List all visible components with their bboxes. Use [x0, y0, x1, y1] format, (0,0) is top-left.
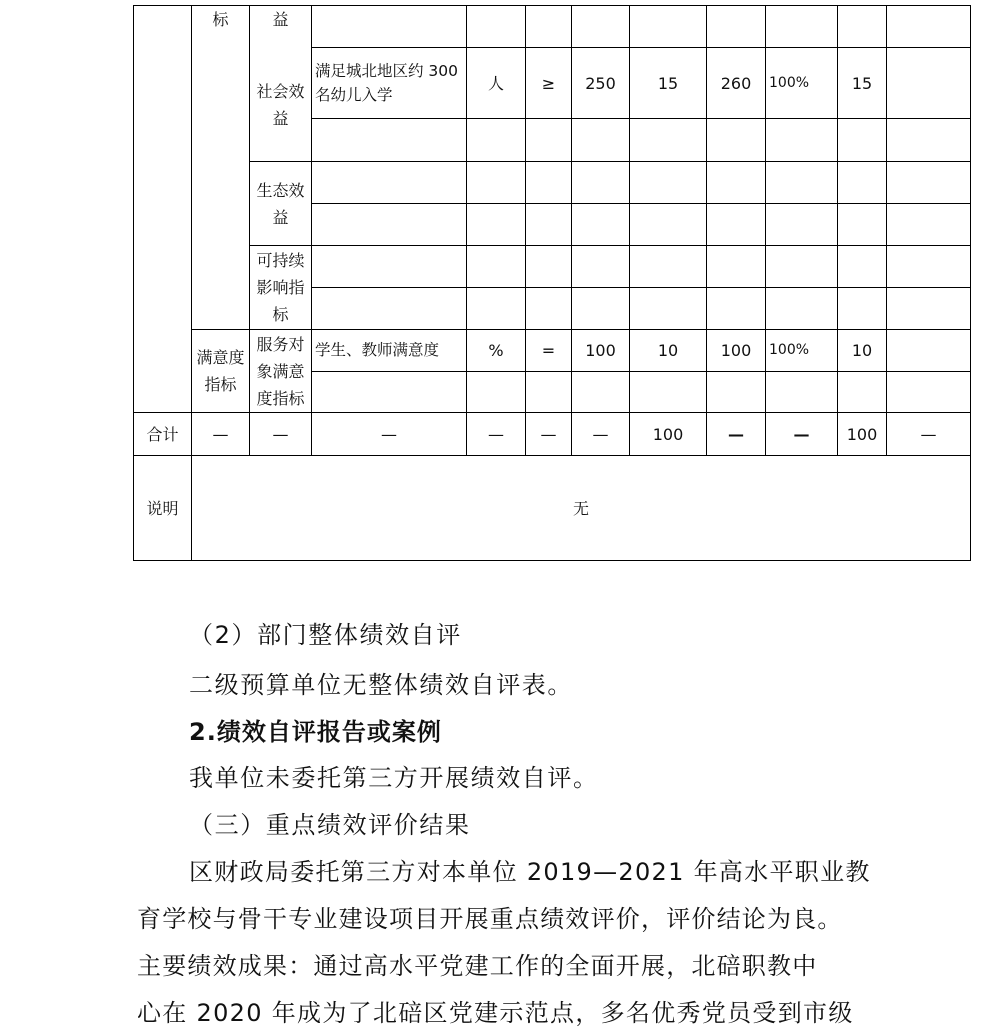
note-text: 无	[572, 498, 589, 518]
table-line	[133, 560, 971, 561]
indicator-continuation: 标	[212, 9, 229, 29]
total-dash: —	[920, 424, 937, 444]
score-value: 15	[851, 73, 873, 93]
total-dash: —	[212, 424, 229, 444]
paragraph: 主要绩效成果：通过高水平党建工作的全面开展，北碚职教中	[137, 952, 818, 980]
weight-value: 15	[657, 73, 679, 93]
unit-cell: %	[488, 341, 504, 360]
operator-cell: ≥	[541, 73, 556, 93]
paragraph: 二级预算单位无整体绩效自评表。	[189, 671, 573, 699]
completion-rate: 100%	[769, 342, 810, 358]
target-value: 250	[585, 73, 616, 93]
table-line	[311, 118, 971, 119]
table-line	[886, 5, 887, 456]
actual-value: 100	[720, 341, 752, 360]
total-label: 合计	[146, 424, 179, 444]
sub-indicator-satisfaction: 服务对象满意度指标	[256, 334, 305, 408]
score-value: 10	[851, 341, 873, 360]
total-dash: —	[728, 424, 744, 444]
total-dash: —	[540, 424, 557, 444]
paragraph: 区财政局委托第三方对本单位 2019—2021 年高水平职业教	[189, 858, 871, 886]
completion-rate: 100%	[769, 74, 810, 91]
total-score: 100	[846, 424, 878, 444]
table-line	[311, 203, 971, 204]
table-line	[249, 161, 971, 162]
indicator-description: 满足城北地区约 300 名幼儿入学	[315, 62, 459, 104]
paragraph: 心在 2020 年成为了北碚区党建示范点，多名优秀党员受到市级	[137, 999, 854, 1027]
unit-cell: 人	[487, 73, 504, 93]
total-dash: —	[592, 424, 609, 444]
target-value: 100	[585, 341, 616, 360]
sub-indicator-sustainable: 可持续影响指标	[256, 251, 305, 324]
total-dash: —	[488, 424, 504, 444]
sub-indicator-social: 社会效益	[256, 81, 305, 128]
operator-cell: =	[541, 341, 556, 360]
note-label: 说明	[146, 498, 179, 518]
paragraph: 我单位未委托第三方开展绩效自评。	[189, 764, 599, 792]
total-dash: —	[381, 424, 397, 444]
section-heading-dept-eval: （2）部门整体绩效自评	[189, 621, 462, 649]
table-line	[311, 371, 971, 372]
table-line	[970, 5, 971, 561]
table-line	[311, 287, 971, 288]
total-weight: 100	[652, 424, 684, 444]
section-heading-key-eval: （三）重点绩效评价结果	[189, 811, 471, 839]
table-line	[249, 245, 971, 246]
sub-indicator-ecological: 生态效益	[256, 180, 305, 227]
actual-value: 260	[720, 73, 752, 93]
sub-indicator-continuation: 益	[272, 9, 289, 29]
indicator-satisfaction: 满意度指标	[196, 348, 245, 394]
paragraph: 育学校与骨干专业建设项目开展重点绩效评价，评价结论为良。	[137, 905, 843, 933]
weight-value: 10	[657, 341, 679, 360]
total-dash: —	[272, 424, 289, 444]
total-dash: —	[793, 424, 810, 444]
indicator-description: 学生、教师满意度	[315, 341, 440, 359]
section-heading-report: 2.绩效自评报告或案例	[189, 718, 442, 746]
